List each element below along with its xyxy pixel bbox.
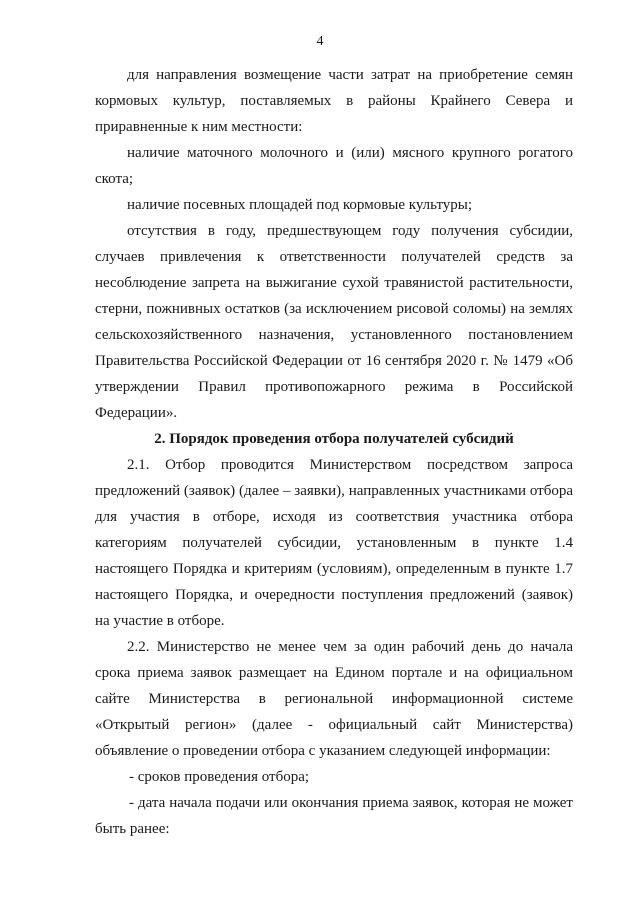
clause-2-2: 2.2. Министерство не менее чем за один рабочий день до начала срока приема заявок размещает на Едином портале и на официальном сайте Министерства в региональной информационной системе «Открытый регион» (далее - официальный сайт Министерства) объявление о проведении отбора с указанием следующей информации: bbox=[95, 639, 573, 759]
page-number: 4 bbox=[316, 34, 324, 49]
list-item-application-dates: - дата начала подачи или окончания приема заявок, которая не может быть ранее: bbox=[95, 795, 573, 837]
section-heading: 2. Порядок проведения отбора получателей субсидий bbox=[154, 431, 514, 447]
clause-2-1: 2.1. Отбор проводится Министерством посредством запроса предложений (заявок) (далее – заявки), направленных участниками отбора для участия в отборе, исходя из соответствия участника отбора категориям получателей субсидии, установленным в пункте 1.4 настоящего Порядка и критериям (условиям), определенным в пункте 1.7 настоящего Порядка, и очередности поступления предложений (заявок) на участие в отборе. bbox=[95, 457, 573, 629]
paragraph-seeds: для направления возмещение части затрат на приобретение семян кормовых культур, поставляемых в районы Крайнего Севера и приравненные к ним местности: bbox=[95, 67, 573, 135]
paragraph-cattle: наличие маточного молочного и (или) мясного крупного рогатого скота; bbox=[95, 145, 573, 187]
list-item-selection-period: - сроков проведения отбора; bbox=[129, 769, 310, 785]
document-body bbox=[95, 62, 573, 842]
paragraph-fire-ban: отсутствия в году, предшествующем году получения субсидии, случаев привлечения к ответственности получателей средств за несоблюдение запрета на выжигание сухой травянистой растительности, стерни, пожнивных остатков (за исключением рисовой соломы) на землях сельскохозяйственного назначения, установленного постановлением Правительства Российской Федерации от 16 сентября 2020 г. № 1479 «Об утверждении Правил противопожарного режима в Российской Федерации». bbox=[95, 223, 573, 421]
paragraph-areas: наличие посевных площадей под кормовые культуры; bbox=[127, 197, 473, 213]
